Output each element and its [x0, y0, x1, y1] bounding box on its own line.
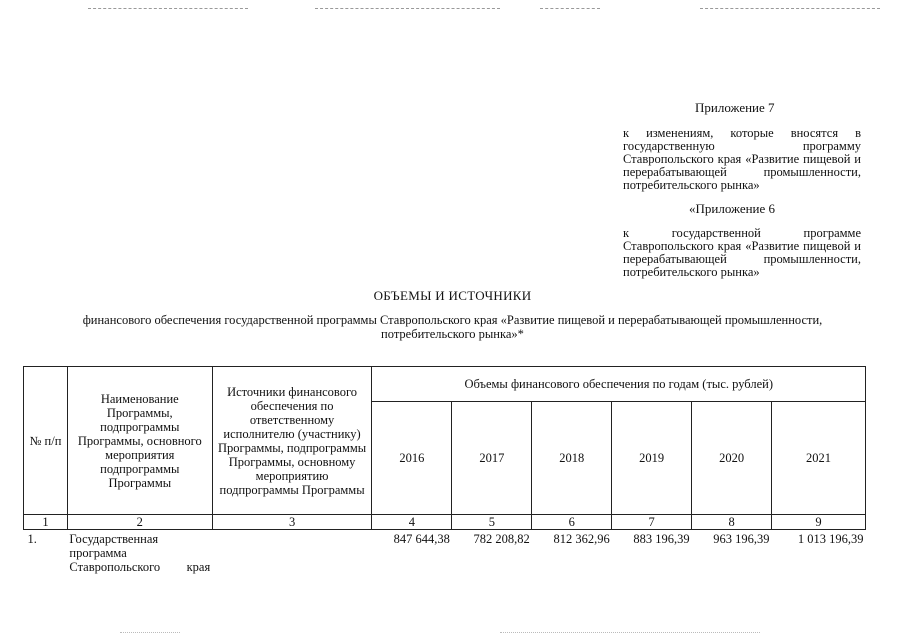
financing-table — [23, 366, 866, 574]
appendix-title: Приложение 7 — [695, 100, 775, 115]
row-value-2020: 963 196,39 — [713, 532, 770, 546]
row-value-2019: 883 196,39 — [633, 532, 690, 546]
row-source — [212, 530, 372, 575]
column-number: 6 — [532, 515, 612, 530]
header-num: № п/п — [24, 367, 68, 515]
scan-artifact-line — [500, 632, 760, 634]
column-number: 7 — [612, 515, 692, 530]
column-number: 5 — [452, 515, 532, 530]
scan-artifact-line — [88, 8, 248, 10]
header-volumes: Объемы финансового обеспечения по годам (тыс. рублей) — [372, 367, 866, 402]
header-year: 2019 — [612, 402, 692, 515]
row-value-2016: 847 644,38 — [393, 532, 450, 546]
header-name: Наименование Программы, подпрограммы Программы, основного мероприятия подпрограммы Программы — [67, 367, 212, 515]
scan-artifact-line — [700, 8, 880, 10]
table-row — [24, 530, 866, 575]
scan-artifact-line — [540, 8, 600, 10]
row-value-2018: 812 362,96 — [553, 532, 610, 546]
header-year: 2016 — [372, 402, 452, 515]
document-subtitle: финансового обеспечения государственной программы Ставропольского края «Развитие пищевой и перерабатывающей промышленности, потребительского рынка»* — [82, 313, 823, 341]
column-number: 3 — [212, 515, 372, 530]
header-source: Источники финансового обеспечения по ответственному исполнителю (участнику) Программы, подпрограммы Программы, основному мероприятию подпрограммы Программы — [212, 367, 372, 515]
header-year: 2020 — [692, 402, 772, 515]
row-index: 1. — [27, 532, 37, 546]
header-year: 2021 — [772, 402, 866, 515]
header-year: 2018 — [532, 402, 612, 515]
column-number: 8 — [692, 515, 772, 530]
column-number: 1 — [24, 515, 68, 530]
document-title: ОБЪЕМЫ И ИСТОЧНИКИ — [373, 288, 532, 303]
scan-artifact-line — [120, 632, 180, 634]
row-name: Государственная программа Ставропольского края — [69, 532, 211, 574]
column-number: 4 — [372, 515, 452, 530]
header-year: 2017 — [452, 402, 532, 515]
row-value-2021: 1 013 196,39 — [797, 532, 864, 546]
column-number: 9 — [772, 515, 866, 530]
column-number: 2 — [67, 515, 212, 530]
row-value-2017: 782 208,82 — [473, 532, 530, 546]
appendix-subtitle: «Приложение 6 — [689, 201, 776, 216]
scan-artifact-line — [315, 8, 500, 10]
appendix-note-program: к государственной программе Ставропольского края «Развитие пищевой и перерабатывающей промышленности, потребительского рынка» — [623, 226, 861, 279]
appendix-note-changes: к изменениям, которые вносятся в государственную программу Ставропольского края «Развитие пищевой и перерабатывающей промышленности, потребительского рынка» — [623, 126, 861, 192]
